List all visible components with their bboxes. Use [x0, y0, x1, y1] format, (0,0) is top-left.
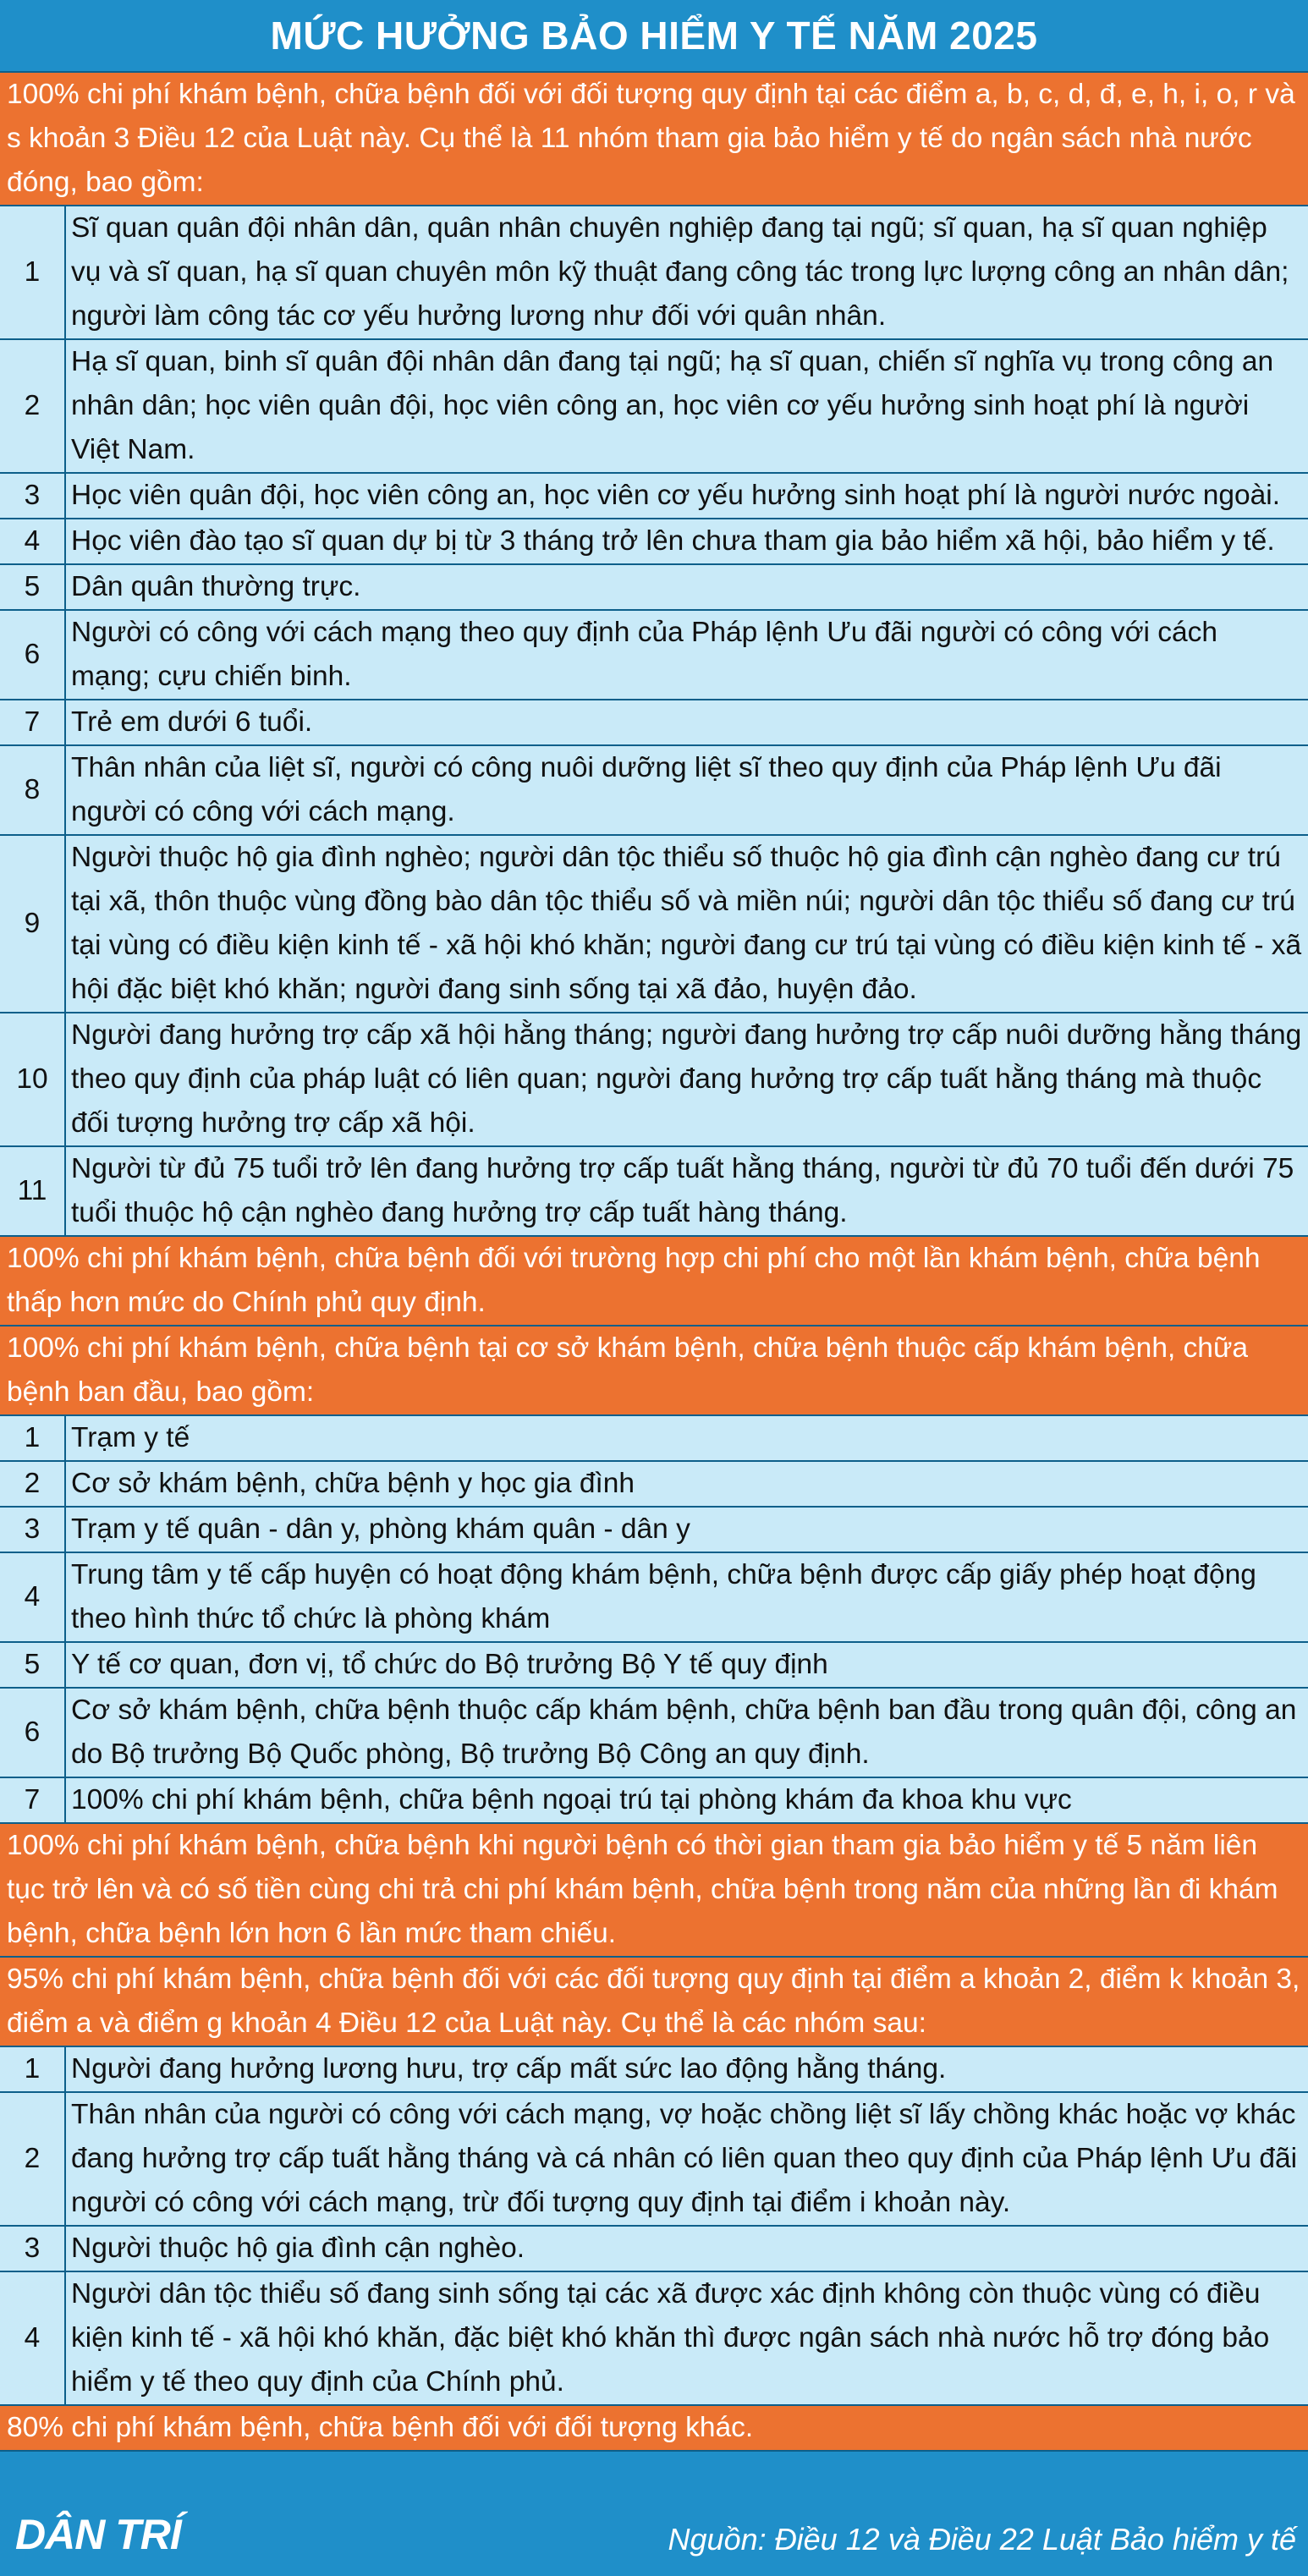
row-text: Dân quân thường trực. — [71, 571, 361, 602]
table-row — [0, 519, 1308, 565]
row-text: Người thuộc hộ gia đình nghèo; người dân tộc thiểu số thuộc hộ gia đình cận nghèo đang cư trú tại xã, thôn thuộc vùng đồng bào dân tộc thiểu số và miền núi; người dân tộc thiểu số đang cư trú tại vùng có điều kiện kinh tế - xã hội khó khăn; người đang cư trú tại vùng có điều kiện kinh tế - xã hội đặc biệt khó khăn; người đang sinh sống tại xã đảo, huyện đảo. — [71, 842, 1302, 1005]
row-number: 4 — [0, 1553, 66, 1641]
section-header: 100% chi phí khám bệnh, chữa bệnh đối với đối tượng quy định tại các điểm a, b, c, d, đ, e, h, i, o, r và s khoản 3 Điều 12 của Luật này. Cụ thể là 11 nhóm tham gia bảo hiểm y tế do ngân sách nhà nước đóng, bao gồm: — [0, 73, 1308, 206]
table-row — [0, 1147, 1308, 1237]
table-row — [0, 836, 1308, 1013]
table-row — [0, 1416, 1308, 1462]
section-header: 95% chi phí khám bệnh, chữa bệnh đối với các đối tượng quy định tại điểm a khoản 2, điểm k khoản 3, điểm a và điểm g khoản 4 Điều 12 của Luật này. Cụ thể là các nhóm sau: — [0, 1958, 1308, 2047]
row-number: 4 — [0, 519, 66, 563]
table-row — [0, 2272, 1308, 2406]
row-number: 10 — [0, 1013, 66, 1145]
row-text: Người dân tộc thiểu số đang sinh sống tại các xã được xác định không còn thuộc vùng có điều kiện kinh tế - xã hội khó khăn, đặc biệt khó khăn thì được ngân sách nhà nước hỗ trợ đóng bảo hiểm y tế theo quy định của Chính phủ. — [71, 2278, 1270, 2397]
row-text: Học viên quân đội, học viên công an, học viên cơ yếu hưởng sinh hoạt phí là người nước ngoài. — [71, 480, 1281, 511]
row-number: 1 — [0, 206, 66, 338]
row-text: Người thuộc hộ gia đình cận nghèo. — [71, 2233, 525, 2264]
row-text: Cơ sở khám bệnh, chữa bệnh thuộc cấp khám bệnh, chữa bệnh ban đầu trong quân đội, công an do Bộ trưởng Bộ Quốc phòng, Bộ trưởng Bộ Công an quy định. — [71, 1694, 1297, 1770]
row-number: 7 — [0, 1778, 66, 1822]
source-note: Nguồn: Điều 12 và Điều 22 Luật Bảo hiểm y tế — [668, 2522, 1296, 2557]
table-row — [0, 1778, 1308, 1824]
row-number: 6 — [0, 611, 66, 699]
benefit-table — [0, 71, 1308, 2452]
row-number: 7 — [0, 700, 66, 744]
section-header: 80% chi phí khám bệnh, chữa bệnh đối với đối tượng khác. — [0, 2406, 1308, 2452]
row-text: Người từ đủ 75 tuổi trở lên đang hưởng trợ cấp tuất hằng tháng, người từ đủ 70 tuổi đến dưới 75 tuổi thuộc hộ cận nghèo đang hưởng trợ cấp tuất hàng tháng. — [71, 1153, 1294, 1228]
table-row — [0, 746, 1308, 836]
section-header: 100% chi phí khám bệnh, chữa bệnh tại cơ sở khám bệnh, chữa bệnh thuộc cấp khám bệnh, chữa bệnh ban đầu, bao gồm: — [0, 1326, 1308, 1416]
row-text: Trẻ em dưới 6 tuổi. — [71, 706, 313, 738]
table-row — [0, 1013, 1308, 1147]
row-number: 3 — [0, 474, 66, 518]
row-number: 4 — [0, 2272, 66, 2404]
row-text: Sĩ quan quân đội nhân dân, quân nhân chuyên nghiệp đang tại ngũ; sĩ quan, hạ sĩ quan nghiệp vụ và sĩ quan, hạ sĩ quan chuyên môn kỹ thuật đang công tác trong lực lượng công an nhân dân; người làm công tác cơ yếu hưởng lương như đối với quân nhân. — [71, 212, 1289, 332]
table-row — [0, 565, 1308, 611]
row-text: Học viên đào tạo sĩ quan dự bị từ 3 tháng trở lên chưa tham gia bảo hiểm xã hội, bảo hiểm y tế. — [71, 525, 1275, 557]
row-text: Thân nhân của người có công với cách mạng, vợ hoặc chồng liệt sĩ lấy chồng khác hoặc vợ khác đang hưởng trợ cấp tuất hằng tháng và cá nhân có liên quan theo quy định của Pháp lệnh Ưu đãi người có công với cách mạng, trừ đối tượng quy định tại điểm i khoản này. — [71, 2099, 1298, 2218]
row-text: Trạm y tế — [71, 1422, 190, 1453]
row-text: Người đang hưởng lương hưu, trợ cấp mất sức lao động hằng tháng. — [71, 2053, 947, 2084]
row-text: Thân nhân của liệt sĩ, người có công nuôi dưỡng liệt sĩ theo quy định của Pháp lệnh Ưu đãi người có công với cách mạng. — [71, 752, 1222, 827]
table-row — [0, 1462, 1308, 1508]
row-text: Trung tâm y tế cấp huyện có hoạt động khám bệnh, chữa bệnh được cấp giấy phép hoạt động theo hình thức tổ chức là phòng khám — [71, 1559, 1256, 1634]
table-row — [0, 2093, 1308, 2227]
table-row — [0, 1508, 1308, 1553]
section-header: 100% chi phí khám bệnh, chữa bệnh khi người bệnh có thời gian tham gia bảo hiểm y tế 5 năm liên tục trở lên và có số tiền cùng chi trả chi phí khám bệnh, chữa bệnh trong năm của những lần đi khám bệnh, chữa bệnh lớn hơn 6 lần mức tham chiếu. — [0, 1824, 1308, 1958]
section-header: 100% chi phí khám bệnh, chữa bệnh đối với trường hợp chi phí cho một lần khám bệnh, chữa bệnh thấp hơn mức do Chính phủ quy định. — [0, 1237, 1308, 1326]
table-row — [0, 1553, 1308, 1643]
row-number: 2 — [0, 2093, 66, 2225]
footer — [0, 2507, 1308, 2576]
row-text: 100% chi phí khám bệnh, chữa bệnh ngoại trú tại phòng khám đa khoa khu vực — [71, 1784, 1072, 1815]
row-number: 2 — [0, 1462, 66, 1506]
table-row — [0, 700, 1308, 746]
row-number: 5 — [0, 1643, 66, 1687]
row-text: Người đang hưởng trợ cấp xã hội hằng tháng; người đang hưởng trợ cấp nuôi dưỡng hằng tháng theo quy định của pháp luật có liên quan; người đang hưởng trợ cấp tuất hằng tháng mà thuộc đối tượng hưởng trợ cấp xã hội. — [71, 1019, 1302, 1139]
row-number: 3 — [0, 1508, 66, 1552]
table-row — [0, 1689, 1308, 1778]
table-row — [0, 2227, 1308, 2272]
row-text: Hạ sĩ quan, binh sĩ quân đội nhân dân đang tại ngũ; hạ sĩ quan, chiến sĩ nghĩa vụ trong công an nhân dân; học viên quân đội, học viên công an, học viên cơ yếu hưởng sinh hoạt phí là người Việt Nam. — [71, 346, 1274, 465]
table-row — [0, 2047, 1308, 2093]
row-number: 5 — [0, 565, 66, 609]
row-text: Cơ sở khám bệnh, chữa bệnh y học gia đình — [71, 1468, 635, 1499]
row-text: Trạm y tế quân - dân y, phòng khám quân - dân y — [71, 1513, 690, 1545]
row-number: 1 — [0, 2047, 66, 2091]
row-number: 9 — [0, 836, 66, 1012]
row-number: 3 — [0, 2227, 66, 2271]
page-title: MỨC HƯỞNG BẢO HIỂM Y TẾ NĂM 2025 — [0, 0, 1308, 71]
table-row — [0, 474, 1308, 519]
row-text: Người có công với cách mạng theo quy định của Pháp lệnh Ưu đãi người có công với cách mạng; cựu chiến binh. — [71, 617, 1218, 692]
row-number: 11 — [0, 1147, 66, 1235]
row-number: 1 — [0, 1416, 66, 1460]
table-row — [0, 206, 1308, 340]
table-row — [0, 611, 1308, 700]
row-number: 2 — [0, 340, 66, 472]
table-row — [0, 1643, 1308, 1689]
row-text: Y tế cơ quan, đơn vị, tổ chức do Bộ trưởng Bộ Y tế quy định — [71, 1649, 828, 1680]
row-number: 6 — [0, 1689, 66, 1777]
brand-logo: DÂN TRÍ — [15, 2511, 181, 2558]
row-number: 8 — [0, 746, 66, 834]
table-row — [0, 340, 1308, 474]
